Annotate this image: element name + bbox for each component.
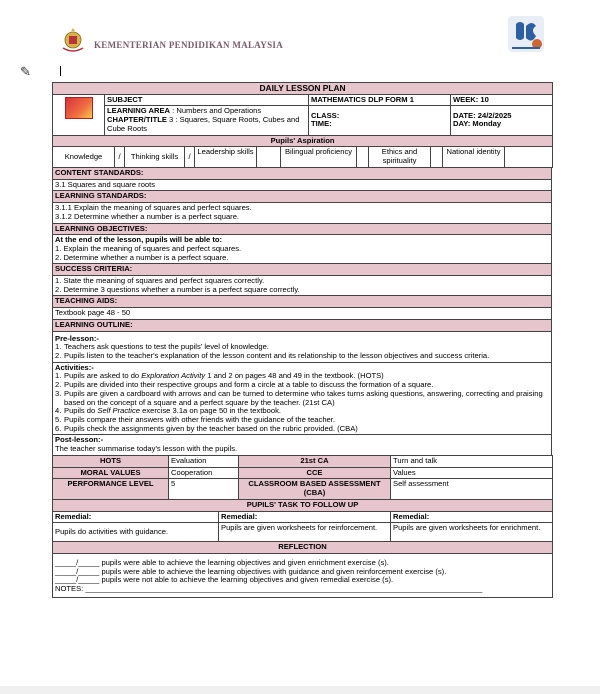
textbook-cover (53, 94, 105, 135)
enrichment-text: Pupils are given worksheets for enrichment. (391, 523, 553, 542)
aspiration-bilingual: Bilingual proficiency (281, 147, 357, 167)
lesson-plan-document (52, 82, 552, 598)
plan-title: DAILY LESSON PLAN (53, 83, 553, 95)
performance-label: PERFORMANCE LEVEL (53, 479, 169, 499)
reflection-line[interactable]: _____/_____ pupils were able to achieve the learning objectives with guidance and given reinforcement exercise (s). (55, 566, 447, 576)
cce-label: CCE (239, 467, 391, 479)
aspiration-title: Pupils' Aspiration (53, 135, 553, 147)
post-lesson-text: The teacher summarise today's lesson with the pupils. (55, 444, 238, 454)
date-day-cell (451, 106, 553, 135)
aspiration-table (52, 146, 553, 167)
list-item: 1. State the meaning of squares and perfect squares correctly. (55, 276, 265, 286)
week: WEEK: 10 (451, 94, 553, 106)
ca-value: Turn and talk (391, 455, 553, 467)
aspiration-ethics-mark[interactable] (431, 147, 443, 167)
followup-table (52, 499, 553, 598)
chapter: 3 : Squares, Square Roots, Cubes and Cube Roots (107, 115, 300, 133)
objectives-list (53, 235, 552, 264)
coat-of-arms-icon (60, 28, 86, 54)
list-item: 1. Explain the meaning of squares and perfect squares. (55, 243, 242, 253)
teaching-aids-text: Textbook page 48 - 50 (53, 308, 552, 320)
learning-area-label: LEARNING AREA (107, 106, 171, 116)
reinforcement-text: Pupils are given worksheets for reinforcement. (219, 523, 391, 542)
activities-section (53, 362, 552, 435)
reflection-line[interactable]: _____/_____ pupils were able to achieve the learning objectives and given enrichment exercise (s). (55, 558, 389, 568)
school-logo-icon (506, 14, 546, 54)
post-lesson-title: Post-lesson:- (55, 435, 104, 445)
learning-area: : Numbers and Operations (170, 106, 262, 116)
cba-label: CLASSROOM BASED ASSESSMENT (CBA) (239, 479, 391, 499)
list-item: 4. Pupils do Self Practice exercise 3.1a on page 50 in the textbook. (55, 406, 282, 416)
learning-standards-list (53, 203, 552, 223)
hots-label: HOTS (53, 455, 169, 467)
aspiration-national-mark[interactable] (505, 147, 553, 167)
objectives-intro: At the end of the lesson, pupils will be able to: (55, 235, 223, 245)
ca-label: 21st CA (239, 455, 391, 467)
aspiration-knowledge-mark[interactable]: / (115, 147, 125, 167)
pen-tool-icon[interactable]: ✎ (20, 64, 31, 79)
subject-label: SUBJECT (105, 94, 309, 106)
list-item: 5. Pupils compare their answers with other friends with the guidance of the teacher. (55, 414, 335, 424)
aspiration-bilingual-mark[interactable] (357, 147, 369, 167)
success-criteria-list (53, 276, 552, 296)
bottom-toolbar (0, 686, 600, 694)
cba-value: Self assessment (391, 479, 553, 499)
objectives-title: LEARNING OBJECTIVES: (53, 223, 552, 235)
list-item: 2. Determine whether a number is a perfect square. (55, 252, 229, 262)
remedial-text: Pupils do activities with guidance. (53, 523, 219, 542)
teaching-aids-title: TEACHING AIDS: (53, 296, 552, 308)
list-item: 3. Pupils are given a cardboard with arrows and can be turned to determine who takes turns asking questions, answering, correcting and praising based on the concept of a square and a perfect square by the teacher. (21st CA) (55, 388, 543, 407)
class-label: CLASS: (311, 110, 340, 120)
reflection-line[interactable]: _____/_____ pupils were not able to achieve the learning objectives and given remedial exercise (s). (55, 575, 394, 585)
aspiration-knowledge: Knowledge (53, 147, 115, 167)
list-item: 1. Pupils are asked to do Exploration Activity 1 and 2 on pages 48 and 49 in the textbook. (HOTS) (55, 371, 384, 381)
textbook-cover-icon (65, 97, 93, 119)
list-item: 3.1.2 Determine whether a number is a perfect square. (55, 211, 240, 221)
date: DATE: 24/2/2025 (453, 110, 512, 120)
moral-value: Cooperation (169, 467, 239, 479)
text-cursor (60, 66, 61, 76)
pre-lesson-section (53, 331, 552, 362)
performance-value: 5 (169, 479, 239, 499)
subject-value: MATHEMATICS DLP FORM 1 (309, 94, 451, 106)
list-item: 3.1.1 Explain the meaning of squares and perfect squares. (55, 203, 252, 213)
moral-label: MORAL VALUES (53, 467, 169, 479)
list-item: 2. Determine 3 questions whether a number is a perfect square correctly. (55, 284, 300, 294)
list-item: 6. Pupils check the assignments given by the teacher based on the rubric provided. (CBA) (55, 423, 358, 433)
reflection-section (53, 554, 553, 598)
lesson-plan-table (52, 82, 553, 147)
followup-title: PUPILS' TASK TO FOLLOW UP (53, 499, 553, 511)
activities-title: Activities:- (55, 362, 94, 372)
day: DAY: Monday (453, 119, 502, 129)
ministry-name: KEMENTERIAN PENDIDIKAN MALAYSIA (94, 40, 283, 50)
aspiration-thinking-mark[interactable]: / (185, 147, 195, 167)
content-standards-text: 3.1 Squares and square roots (53, 179, 552, 191)
aspiration-national: National identity (443, 147, 505, 167)
aspiration-thinking: Thinking skills (125, 147, 185, 167)
class-time-cell (309, 106, 451, 135)
standards-table (52, 167, 552, 456)
time-label: TIME: (311, 119, 332, 129)
list-item: 2. Pupils are divided into their respective groups and form a circle at a table to discuss the formation of a square. (55, 380, 434, 390)
hots-value: Evaluation (169, 455, 239, 467)
success-criteria-title: SUCCESS CRITERIA: (53, 264, 552, 276)
content-standards-title: CONTENT STANDARDS: (53, 168, 552, 180)
enrichment-label: Remedial: (391, 511, 553, 523)
post-lesson-section (53, 435, 552, 455)
chapter-label: CHAPTER/TITLE (107, 115, 167, 125)
list-item: 1. Teachers ask questions to test the pupils' level of knowledge. (55, 342, 269, 352)
learning-standards-title: LEARNING STANDARDS: (53, 191, 552, 203)
reinforcement-label: Remedial: (219, 511, 391, 523)
aspiration-leadership-mark[interactable] (257, 147, 281, 167)
outline-title: LEARNING OUTLINE: (53, 319, 552, 331)
learning-area-cell (105, 106, 309, 135)
assessment-table (52, 455, 553, 500)
aspiration-leadership: Leadership skills (195, 147, 257, 167)
aspiration-ethics: Ethics and spirituality (369, 147, 431, 167)
list-item: 2. Pupils listen to the teacher's explanation of the lesson content and its relationship to the lesson objectives and success criteria. (55, 350, 490, 360)
cce-value: Values (391, 467, 553, 479)
remedial-label: Remedial: (53, 511, 219, 523)
pre-lesson-title: Pre-lesson:- (55, 333, 99, 343)
reflection-title: REFLECTION (53, 542, 553, 554)
notes-line[interactable]: NOTES: ______________________________________________________________________________________________ (55, 584, 483, 594)
ministry-header (60, 28, 550, 68)
